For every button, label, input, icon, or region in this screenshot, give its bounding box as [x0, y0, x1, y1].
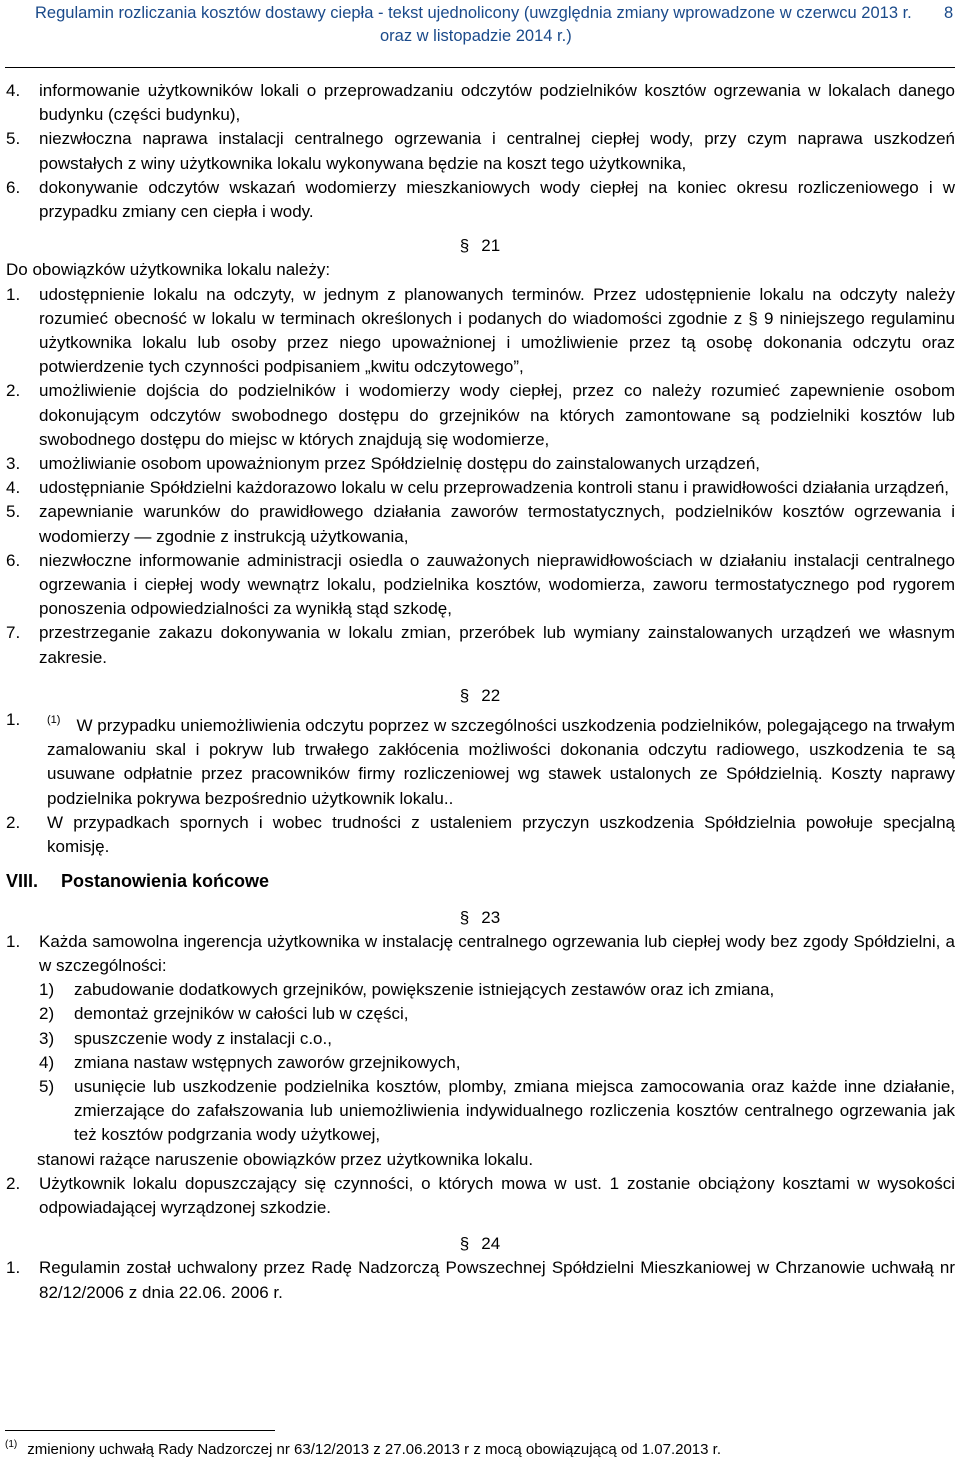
item-number: 1. [6, 710, 21, 730]
list-item [0, 1256, 960, 1304]
sub-list-item [0, 1051, 960, 1075]
section-heading-21 [0, 234, 960, 258]
sub-item-text: usunięcie lub uszkodzenie podzielnika kosztów, plomby, zmiana miejsca zamocowania oraz każde inne działanie, zmierzające do zafałszowania lub uniemożliwienia indywidualnego rozliczenia kosztów centralnego ogrzewania jak też kosztów podgrzania wody użytkowej, [74, 1076, 955, 1145]
section-symbol: § [459, 685, 470, 705]
sub-item-number: 5) [39, 1076, 55, 1096]
item-text: zapewnianie warunków do prawidłowego działania zaworów termostatycznych, podzielników kosztów ogrzewania i wodomierzy — zgodnie z instrukcją użytkowania, [39, 502, 955, 546]
item-text: W przypadkach spornych i wobec trudności z ustaleniem przyczyn uszkodzenia Spółdzielnia powołuje specjalną komisję. [47, 812, 955, 857]
list-item [0, 379, 960, 452]
item-text: udostępnianie Spółdzielni każdorazowo lokalu w celu przeprowadzenia kontroli stanu i prawidłowości działania urządzeń, [39, 478, 950, 498]
sub-item-text: zmiana nastaw wstępnych zaworów grzejnikowych, [74, 1052, 461, 1072]
section-heading-23 [0, 906, 960, 930]
sub-item-text: demontaż grzejników w całości lub w części, [74, 1004, 409, 1024]
list-item [0, 1172, 960, 1220]
item-text: niezwłoczne informowanie administracji osiedla o zauważonych nieprawidłowościach w działaniu instalacji centralnego ogrzewania i ciepłej wody wewnątrz lokalu, podzielnika kosztów, wodomierza, zaworu termostatycznego pod rygorem ponoszenia odpowiedzialności za wynikłą stąd szkodę, [39, 550, 955, 619]
list-item [0, 452, 960, 476]
header-title-line1: Regulamin rozliczania kosztów dostawy ciepła - tekst ujednolicony (uwzględnia zmiany wprowadzone w czerwcu 2013 r. [35, 4, 912, 22]
list-item [0, 708, 960, 811]
chapter-title: Postanowienia końcowe [61, 871, 270, 892]
sub-list-item [0, 978, 960, 1002]
item-number: 6. [6, 550, 21, 570]
item-number: 6. [6, 177, 21, 197]
sub-item-number: 1) [39, 980, 55, 1000]
list-item [0, 79, 960, 127]
sub-item-number: 3) [39, 1028, 55, 1048]
header-rule [5, 67, 955, 68]
item-text: Regulamin został uchwalony przez Radę Nadzorczą Powszechnej Spółdzielni Mieszkaniowej w Chrzanowie uchwałą nr 82/12/2006 z dnia 22.06. 2006 r. [39, 1258, 955, 1302]
item-number: 2. [6, 1173, 21, 1193]
header-title-line2: oraz w listopadzie 2014 r.) [380, 27, 572, 45]
section-symbol: § [459, 1234, 470, 1254]
footnote [5, 1439, 721, 1458]
footnote-text: zmieniony uchwałą Rady Nadzorczej nr 63/12/2013 z 27.06.2013 r z mocą obowiązującą od 1.07.2013 r. [27, 1441, 721, 1458]
list-item [0, 127, 960, 175]
list-item [0, 283, 960, 380]
sub-item-number: 2) [39, 1004, 55, 1024]
item-text: informowanie użytkowników lokali o przeprowadzaniu odczytów podzielników kosztów ogrzewania w lokalach danego budynku (części budynku), [39, 81, 955, 125]
item-number: 1. [6, 931, 21, 951]
item-text: niezwłoczna naprawa instalacji centralnego ogrzewania i centralnej ciepłej wody, przy czym naprawa uszkodzeń powstałych z winy użytkownika lokalu wykonywana będzie na koszt tego użytkownika, [39, 129, 955, 173]
item-number: 3. [6, 454, 21, 474]
item-number: 5. [6, 129, 21, 149]
section-intro: Do obowiązków użytkownika lokalu należy: [6, 260, 331, 280]
sub-list-item [0, 1075, 960, 1148]
sub-list-item [0, 1002, 960, 1026]
item-number: 7. [6, 623, 21, 643]
list-item [0, 811, 960, 859]
item-text: Użytkownik lokalu dopuszczający się czynności, o których mowa w ust. 1 zostanie obciążony kosztami w wysokości odpowiadającej wyrządzonej szkodzie. [39, 1173, 955, 1217]
list-item [0, 500, 960, 548]
item-number: 1. [6, 1258, 21, 1278]
item-text: udostępnienie lokalu na odczyty, w jednym z planowanych terminów. Przez udostępnienie lokalu na odczyty należy rozumieć obecność w lokalu w terminach określonych i podanych do wiadomości zgodnie z § 9 niniejszego regulaminu użytkownika lokalu lub osoby przez niego upoważnionej i umożliwienie przez tą osobę dokonania odczytu oraz potwierdzenie tych czynności podpisaniem „kwitu odczytowego”, [39, 284, 955, 377]
item-number: 4. [6, 478, 21, 498]
chapter-heading [0, 869, 960, 893]
list-item [0, 621, 960, 669]
list-item [0, 549, 960, 622]
section-heading-22 [0, 684, 960, 708]
item-text: dokonywanie odczytów wskazań wodomierzy mieszkaniowych wody ciepłej na koniec okresu rozliczeniowego i w przypadku zmiany cen ciepła i wody. [39, 177, 955, 222]
item-text: przestrzeganie zakazu dokonywania w lokalu zmian, przeróbek lub wymiany zainstalowanych urządzeń we własnym zakresie. [39, 623, 955, 667]
page-number: 8 [944, 4, 954, 22]
document-body [0, 79, 960, 1305]
section-number: 21 [481, 236, 501, 256]
section-number: 23 [481, 907, 501, 927]
item-number: 5. [6, 502, 21, 522]
list-item [0, 930, 960, 978]
item-number: 1. [6, 284, 21, 304]
item-text: W przypadku uniemożliwienia odczytu poprzez w szczególności uszkodzenia podzielników, polegającego na trwałym zamalowaniu skal i pokryw lub trwałego zakłócenia możliwości dokonania odczytu radiowego, uszkodzenia te są usuwane odpłatnie przez pracowników firmy rozliczeniowej wg stawek ustalonych ze Spółdzielnią. Koszty naprawy podzielnika pokrywa bezpośrednio użytkownik lokalu.. [47, 716, 955, 808]
chapter-roman: VIII. [6, 871, 39, 892]
footnote-marker: (1) [5, 1439, 18, 1450]
item-number: 2. [6, 381, 21, 401]
section-symbol: § [459, 236, 470, 256]
footnote-rule [5, 1430, 275, 1431]
list-item [0, 476, 960, 500]
footnote-marker: (1) [47, 714, 61, 727]
section-number: 22 [481, 685, 501, 705]
item-number: 2. [6, 812, 21, 832]
item-text: Każda samowolna ingerencja użytkownika w instalację centralnego ogrzewania lub ciepłej wody bez zgody Spółdzielni, a w szczególności: [39, 931, 955, 975]
sub-item-text: zabudowanie dodatkowych grzejników, powiększenie istniejących zestawów oraz ich zmiana, [74, 980, 775, 1000]
section-symbol: § [459, 907, 470, 927]
item-text: umożliwianie osobom upoważnionym przez Spółdzielnię dostępu do zainstalowanych urządzeń, [39, 454, 761, 474]
list-item [0, 176, 960, 224]
item-text: umożliwienie dojścia do podzielników i wodomierzy wody ciepłej, przez co należy rozumieć zapewnienie osobom dokonującym odczytów swobodnego dostępu do grzejników na których zamontowane są podzielniki kosztów lub swobodnego dostępu do miejsc w których znajdują się wodomierze, [39, 381, 955, 449]
section-heading-24 [0, 1232, 960, 1256]
sub-list-item [0, 1027, 960, 1051]
closing-statement: stanowi rażące naruszenie obowiązków przez użytkownika lokalu. [37, 1149, 534, 1169]
section-number: 24 [481, 1234, 501, 1254]
sub-item-number: 4) [39, 1052, 55, 1072]
sub-item-text: spuszczenie wody z instalacji c.o., [74, 1028, 332, 1048]
item-number: 4. [6, 81, 21, 100]
